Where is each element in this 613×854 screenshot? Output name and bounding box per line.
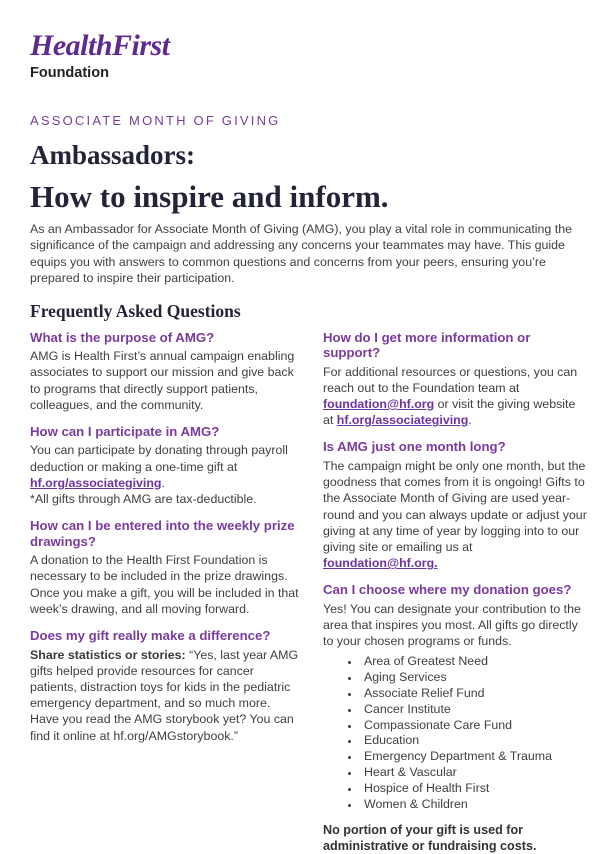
logo-wordmark: HealthFirst — [30, 29, 170, 62]
footer-note: No portion of your gift is used for administrative or fundraising costs. — [323, 823, 537, 853]
fund-item: • Aging Services — [360, 670, 589, 686]
faq-answer: AMG is Health First’s annual campaign enabling associates to support our mission and give back to programs that directly support patients, colleagues, and the community. — [30, 349, 295, 412]
faq-answer — [30, 442, 302, 491]
eyebrow-label: ASSOCIATE MONTH OF GIVING — [30, 113, 281, 128]
fund-item: • Women & Children — [360, 797, 589, 813]
faq-question: Does my gift really make a difference? — [30, 628, 271, 644]
faq-columns — [30, 330, 589, 854]
intro-paragraph: As an Ambassador for Associate Month of Giving (AMG), you play a vital role in communicating the significance of the campaign and addressing any concerns your teammates may have. This guide equips you with answers to common questions and concerns from your peers, ensuring you’re prepared to inspire their participation. — [30, 222, 572, 286]
faq-column-right — [323, 330, 589, 854]
answer-text: or visit the giving website at — [323, 397, 576, 428]
fund-item: • Hospice of Health First — [360, 781, 589, 797]
foundation-email-link[interactable]: foundation@hf.org — [323, 397, 435, 412]
answer-text: You can participate by donating through payroll deduction or making a one-time gift at — [30, 443, 288, 474]
fund-item: • Compassionate Care Fund — [360, 718, 589, 734]
faq-answer: A donation to the Health First Foundation is necessary to be included in the prize drawings. Once you make a gift, you will be included in that week’s drawing, and all moving forward. — [30, 553, 299, 616]
faq-question: How do I get more information or support? — [323, 329, 531, 361]
faq-answer: Yes! You can designate your contribution to the area that inspires you most. All gifts go directly to your chosen programs or funds. — [323, 601, 581, 649]
faq-question: How can I participate in AMG? — [30, 423, 220, 439]
faq-question: What is the purpose of AMG? — [30, 329, 215, 345]
healthfirst-logo — [30, 30, 589, 82]
fund-item: • Heart & Vascular — [360, 765, 589, 781]
answer-text: “Yes, last year AMG gifts helped provide resources for cancer patients, distraction toys for kids in the pediatric emergency department, and so much more. Have you read the AMG storybook yet? You can find it online at hf.org/AMGstorybook.” — [30, 647, 299, 743]
associategiving-link[interactable]: hf.org/associategiving — [336, 413, 469, 428]
funds-list — [323, 654, 589, 812]
page-title-line1: Ambassadors: — [30, 140, 196, 170]
faq-question: Is AMG just one month long? — [323, 439, 506, 455]
faq-question: How can I be entered into the weekly prize drawings? — [30, 518, 295, 549]
faq-column-left — [30, 330, 302, 854]
answer-bold-lead: Share statistics or stories: — [30, 647, 186, 662]
faq-answer — [323, 458, 589, 571]
fund-item: • Cancer Institute — [360, 702, 589, 718]
faq-item-participate — [30, 424, 302, 507]
faq-item-more-info — [323, 330, 589, 429]
foundation-email-link[interactable]: foundation@hf.org. — [323, 556, 438, 571]
fund-item: • Area of Greatest Need — [360, 654, 589, 670]
associategiving-link[interactable]: hf.org/associategiving — [30, 475, 162, 490]
faq-item-prize-drawings — [30, 518, 302, 617]
faq-item-difference — [30, 628, 302, 744]
logo-foundation-label: Foundation — [30, 65, 109, 81]
faq-item-purpose — [30, 330, 302, 413]
answer-text: . — [161, 475, 165, 490]
fund-item: • Education — [360, 733, 589, 749]
answer-text: The campaign might be only one month, but the goodness that comes from it is ongoing! Gifts to the Associate Month of Giving are used year-round and you can always update or adjust your giving at any time of year by logging into to our giving site or emailing us at — [323, 458, 587, 554]
fund-item: • Emergency Department & Trauma — [360, 749, 589, 765]
faq-heading: Frequently Asked Questions — [30, 300, 241, 321]
faq-item-donation-choice — [323, 582, 589, 812]
faq-footnote: *All gifts through AMG are tax-deductible. — [30, 492, 257, 507]
faq-answer — [30, 647, 302, 744]
fund-item: • Associate Relief Fund — [360, 686, 589, 702]
answer-text: . — [468, 413, 472, 428]
faq-answer — [323, 364, 589, 429]
faq-question: Can I choose where my donation goes? — [323, 582, 572, 598]
answer-text: For additional resources or questions, you can reach out to the Foundation team at — [323, 364, 578, 395]
faq-item-one-month — [323, 439, 589, 571]
page-title-line2: How to inspire and inform. — [30, 179, 389, 214]
